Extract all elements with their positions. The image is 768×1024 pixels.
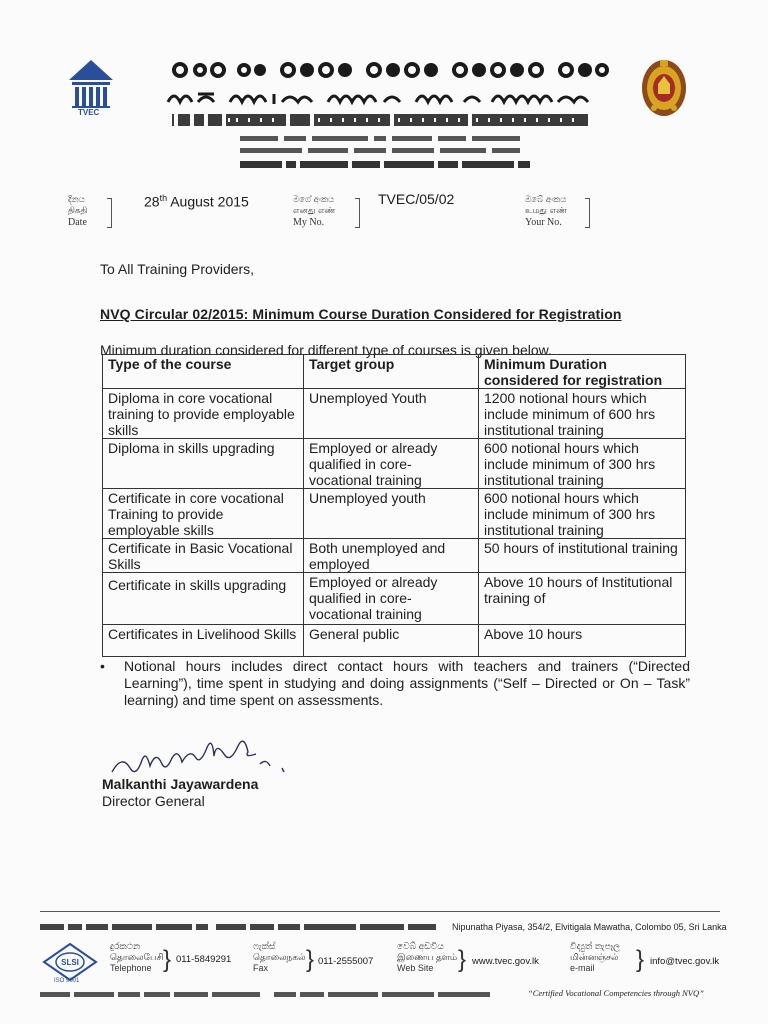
iso-badge-text: SLSI [61, 958, 79, 967]
national-emblem [640, 56, 688, 118]
target-group-cell: Employed or already qualified in core-vocational training [304, 439, 479, 489]
logo-text: TVEC [78, 108, 100, 117]
course-type-cell: Diploma in core vocational training to provide employable skills [103, 389, 304, 439]
target-group-cell: Unemployed Youth [304, 389, 479, 439]
fax-brace: } [306, 946, 315, 973]
english-name-heading [172, 110, 602, 130]
date-label: දිනය திகதி Date [68, 195, 88, 228]
duration-cell: Above 10 hours of Institutional training of [479, 573, 686, 625]
header-minimum-duration: Minimum Duration considered for registration [479, 355, 686, 389]
sri-lanka-emblem-icon [640, 56, 688, 118]
telephone-brace: } [163, 946, 172, 973]
course-type-cell: Certificate in Basic Vocational Skills [103, 539, 304, 573]
header-course-type: Type of the course [103, 355, 304, 389]
fax-label: ෆැක්ස් தொலைநகல் Fax [253, 941, 306, 973]
iso-logo [40, 940, 100, 984]
your-no-bracket [585, 198, 590, 228]
duration-cell: Above 10 hours [479, 625, 686, 657]
my-no-bracket [355, 198, 360, 228]
sinhala-name-script [170, 58, 610, 80]
ministry-english-script [240, 158, 530, 170]
fax-value: 011-2555007 [318, 956, 374, 967]
note-text: Notional hours includes direct contact hours with teachers and trainers (“Directed Learning”), time spent in studying and doing assignments (“Self – Directed or On – Task” learning) and time spent on assessments. [124, 658, 690, 708]
target-group-cell: Both unemployed and employed [304, 539, 479, 573]
email-brace: } [636, 946, 645, 973]
footer-motto: “Certified Vocational Competencies through NVQ” [528, 988, 704, 998]
website-link[interactable]: www.tvec.gov.lk [472, 956, 539, 967]
footer-address-script [40, 921, 448, 933]
email-link[interactable]: info@tvec.gov.lk [650, 956, 720, 967]
circular-subject: NVQ Circular 02/2015: Minimum Course Duration Considered for Registration [100, 306, 622, 322]
bullet-icon: • [100, 658, 105, 674]
my-no-value: TVEC/05/02 [378, 191, 455, 207]
table-row [103, 389, 686, 439]
duration-cell: 600 notional hours which include minimum of 300 hrs institutional training [479, 489, 686, 539]
telephone-value: 011-5849291 [176, 954, 232, 965]
course-type-cell: Certificates in Livelihood Skills [103, 625, 304, 657]
table-row [103, 489, 686, 539]
website-label: වෙබ් අඩවිය இணைய தளம் Web Site [397, 941, 458, 973]
target-group-cell: General public [304, 625, 479, 657]
course-type-cell: Diploma in skills upgrading [103, 439, 304, 489]
your-no-label: ඔබේ අංකය உமது எண் Your No. [525, 195, 568, 228]
table-row [103, 439, 686, 489]
ministry-tamil-script [240, 146, 520, 155]
tvec-logo [66, 58, 116, 120]
course-type-cell: Certificate in skills upgrading [103, 573, 304, 625]
signatory-name: Malkanthi Jayawardena [102, 776, 259, 792]
telephone-label: දුරකථන தொலைபேசி Telephone [110, 941, 164, 973]
footer-divider [40, 911, 720, 912]
date-value: 28th August 2015 [144, 193, 249, 210]
table-header-row [103, 355, 686, 389]
my-no-label: මගේ අංකය எனது எண் My No. [293, 195, 336, 228]
duration-cell: 1200 notional hours which include minimum of 600 hrs institutional training [479, 389, 686, 439]
target-group-cell: Unemployed youth [304, 489, 479, 539]
table-row [103, 573, 686, 625]
iso-text: ISO 9001 [54, 978, 80, 984]
intro-text: Minimum duration considered for different type of courses is given below. [100, 342, 552, 358]
duration-cell: 50 hours of institutional training [479, 539, 686, 573]
ministry-sinhala-script [240, 134, 520, 143]
course-duration-table [102, 354, 686, 657]
tamil-name-script [164, 86, 604, 108]
email-label: විද්‍යුත් තැපෑල மின்னஞ்சல் e-mail [570, 941, 621, 973]
course-type-cell: Certificate in core vocational Training to provide employable skills [103, 489, 304, 539]
footer-motto-script [40, 990, 510, 999]
duration-cell: 600 notional hours which include minimum of 300 hrs institutional training [479, 439, 686, 489]
website-brace: } [458, 946, 467, 973]
date-bracket [107, 198, 112, 228]
target-group-cell: Employed or already qualified in core-vocational training [304, 573, 479, 625]
signatory-title: Director General [102, 793, 205, 809]
header-target-group: Target group [304, 355, 479, 389]
footer-address: Nipunatha Piyasa, 354/2, Elvitigala Mawatha, Colombo 05, Sri Lanka [452, 922, 727, 932]
table-row [103, 625, 686, 657]
salutation: To All Training Providers, [100, 261, 255, 277]
table-row [103, 539, 686, 573]
